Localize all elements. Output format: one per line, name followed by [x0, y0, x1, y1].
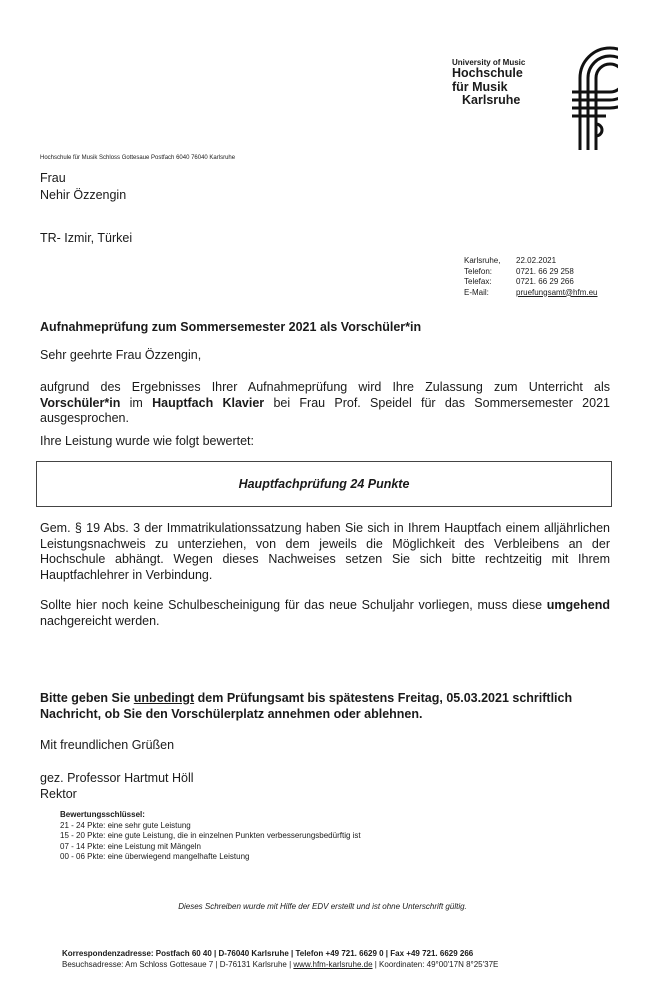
meta-fax: 0721. 66 29 266 [516, 277, 574, 286]
result-box [36, 461, 612, 507]
deadline-emphasis: unbedingt [133, 691, 195, 705]
meta-fax-row [464, 277, 598, 288]
footer [62, 949, 498, 970]
paragraph-admission [40, 380, 610, 427]
signer-title: Rektor [40, 787, 77, 801]
letter-greeting: Sehr geehrte Frau Özzengin, [40, 348, 202, 362]
university-logo-text [452, 58, 525, 108]
edv-note: Dieses Schreiben wurde mit Hilfe der EDV erstellt und ist ohne Unterschrift gültig. [178, 902, 467, 911]
p1-subject: Hauptfach Klavier [152, 395, 265, 410]
signer-block [40, 770, 194, 802]
logo-line-3: Karlsruhe [462, 93, 521, 107]
letter-meta [464, 256, 598, 298]
paragraph-evaluation-intro: Ihre Leistung wurde wie folgt bewertet: [40, 434, 255, 448]
footer-visit [62, 960, 498, 971]
p1-text-c: im [120, 395, 153, 410]
deadline-notice [40, 690, 615, 722]
footer-correspondence [62, 949, 498, 960]
paragraph-school-certificate [40, 598, 610, 629]
grading-key-row: 15 - 20 Pkte: eine gute Leistung, die in einzelnen Punkten verbesserungsbedürftig ist [60, 831, 361, 840]
recipient-country: TR- Izmir, Türkei [40, 231, 133, 245]
recipient-name: Nehir Özzengin [40, 188, 127, 202]
sender-address-line: Hochschule für Musik Schloss Gottesaue Postfach 6040 76040 Karlsruhe [40, 155, 236, 161]
meta-email-label: E-Mail: [464, 287, 489, 297]
grading-key-title: Bewertungsschlüssel: [60, 810, 145, 819]
meta-phone: 0721. 66 29 258 [516, 266, 574, 276]
meta-fax-label: Telefax: [464, 277, 492, 286]
meta-date-row [464, 256, 598, 267]
recipient-block [40, 170, 126, 204]
logo-line-2: für Musik [452, 79, 508, 94]
footer-website-link[interactable]: www.hfm-karlsruhe.de [293, 959, 373, 969]
p1-role: Vorschüler*in [40, 395, 121, 410]
footer-line-1: Korrespondenzadresse: Postfach 60 40 | D-76040 Karlsruhe | Telefon +49 721. 6629 0 | Fax +49 721. 6629 266 [62, 949, 474, 958]
result-text: Hauptfachprüfung 24 Punkte [238, 477, 410, 491]
meta-email-link[interactable]: pruefungsamt@hfm.eu [516, 287, 598, 297]
footer-line-2a: Besuchsadresse: Am Schloss Gottesaue 7 | D-76131 Karlsruhe | [62, 959, 294, 969]
signer-name: gez. Professor Hartmut Höll [40, 771, 194, 785]
logo-line-1: Hochschule [452, 66, 523, 80]
deadline-text-c: dem Prüfungsamt bis spätestens Freitag, 05.03.2021 schriftlich Nachricht, ob Sie den Vorschülerplatz annehmen oder ablehnen. [40, 691, 573, 721]
p1-text-a: aufgrund des Ergebnisses Ihrer Aufnahmeprüfung wird Ihre Zulassung zum Unterricht als [40, 380, 610, 394]
treble-clef-logo-icon [566, 44, 618, 156]
logo-subtitle: University of Music [452, 58, 526, 67]
paragraph-regulation: Gem. § 19 Abs. 3 der Immatrikulationssatzung haben Sie sich in Ihrem Hauptfach einem alljährlichen Leistungsnachweis zu unterziehen, von dem jeweils die Möglichkeit des Verbleibens an der Hochschule abhängt. Wegen dieses Nachweises setzen Sie sich bitte rechtzeitig mit Ihrem Hauptfachlehrer in Verbindung. [40, 521, 610, 582]
deadline-text-a: Bitte geben Sie [40, 691, 134, 705]
meta-phone-label: Telefon: [464, 266, 493, 276]
footer-line-2b: | Koordinaten: 49°00'17N 8°25'37E [372, 959, 499, 969]
meta-place-label: Karlsruhe, [464, 256, 501, 265]
p4-text-a: Sollte hier noch keine Schulbescheinigung für das neue Schuljahr vorliegen, muss diese [40, 598, 547, 612]
meta-email-row [464, 288, 598, 299]
grading-key-row: 00 - 06 Pkte: eine überwiegend mangelhafte Leistung [60, 852, 250, 861]
grading-key [60, 810, 361, 863]
letter-subject: Aufnahmeprüfung zum Sommersemester 2021 als Vorschüler*in [40, 320, 422, 334]
recipient-salutation: Frau [40, 171, 66, 185]
p1-text-e: bei Frau Prof. Speidel für das Sommersemester 2021 ausgesprochen. [40, 395, 610, 425]
meta-phone-row [464, 267, 598, 278]
grading-key-row: 21 - 24 Pkte: eine sehr gute Leistung [60, 820, 191, 830]
grading-key-row: 07 - 14 Pkte: eine Leistung mit Mängeln [60, 841, 201, 851]
p4-text-c: nachgereicht werden. [40, 613, 160, 628]
p4-emphasis: umgehend [546, 598, 610, 612]
meta-date: 22.02.2021 [516, 256, 557, 265]
letter-closing: Mit freundlichen Grüßen [40, 738, 175, 752]
